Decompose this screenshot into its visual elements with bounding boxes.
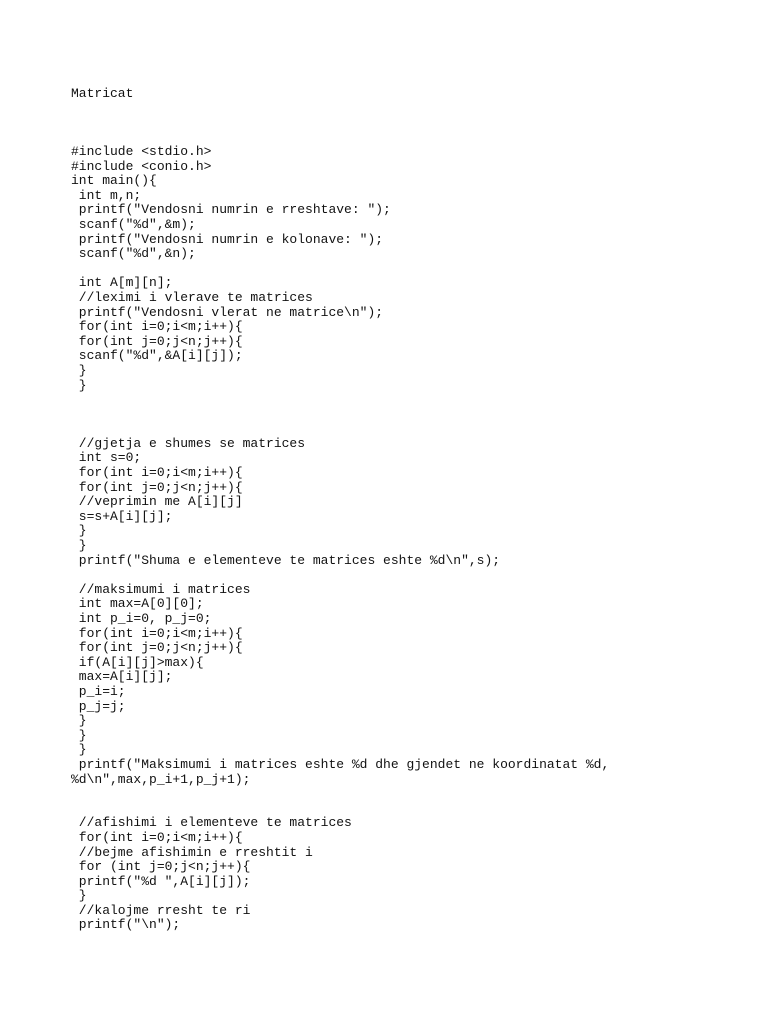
code-line: //gjetja e shumes se matrices [71,435,306,451]
code-line: for(int i=0;i<m;i++){ [71,829,243,845]
code-line: } [71,742,87,758]
code-line: //afishimi i elementeve te matrices [71,815,352,831]
code-line: } [71,523,87,539]
code-line: printf("Vendosni numrin e rreshtave: "); [71,202,391,218]
code-line: for (int j=0;j<n;j++){ [71,859,251,875]
code-line: scanf("%d",&n); [71,246,196,262]
code-line: for(int j=0;j<n;j++){ [71,333,243,349]
code-line: } [71,362,87,378]
code-line: int m,n; [71,187,142,203]
code-line: int max=A[0][0]; [71,596,204,612]
code-line: //kalojme rresht te ri [71,902,251,918]
code-line: p_j=j; [71,698,126,714]
code-line [71,422,609,437]
code-line: s=s+A[i][j]; [71,508,173,524]
code-line: for(int i=0;i<m;i++){ [71,625,243,641]
code-line: } [71,713,87,729]
code-line [71,787,609,802]
code-line: #include <conio.h> [71,158,212,174]
code-line: printf("Vendosni numrin e kolonave: "); [71,231,384,247]
code-line: printf("Maksimumi i matrices eshte %d dhe gjendet ne koordinatat %d, [71,756,610,772]
document-title: Matricat [71,86,134,101]
code-line: for(int j=0;j<n;j++){ [71,640,243,656]
code-line: for(int j=0;j<n;j++){ [71,479,243,495]
code-line: } [71,377,87,393]
code-line: p_i=i; [71,683,126,699]
code-line: #include <stdio.h> [71,144,212,159]
code-line: int A[m][n]; [71,275,173,291]
code-line [71,262,609,277]
code-line: } [71,727,87,743]
code-block [71,145,609,933]
code-line: scanf("%d",&A[i][j]); [71,348,243,364]
code-line [71,393,609,408]
code-line: max=A[i][j]; [71,669,173,685]
code-line [71,802,609,817]
code-line: } [71,888,87,904]
code-line: for(int i=0;i<m;i++){ [71,319,243,335]
code-line: //leximi i vlerave te matrices [71,289,313,305]
code-line: //bejme afishimin e rreshtit i [71,844,313,860]
code-line: //veprimin me A[i][j] [71,494,243,510]
code-line [71,568,609,583]
code-line: int p_i=0, p_j=0; [71,611,212,626]
code-line: scanf("%d",&m); [71,216,196,232]
code-line: %d\n",max,p_i+1,p_j+1); [71,771,251,787]
code-line: printf("\n"); [71,917,181,933]
code-line: int s=0; [71,450,142,466]
code-line: for(int i=0;i<m;i++){ [71,465,243,481]
code-line: //maksimumi i matrices [71,581,251,597]
code-line: } [71,538,87,554]
code-line: printf("Vendosni vlerat ne matrice\n"); [71,304,384,320]
code-line: printf("Shuma e elementeve te matrices eshte %d\n",s); [71,552,501,568]
code-line: printf("%d ",A[i][j]); [71,873,251,889]
code-line: if(A[i][j]>max){ [71,654,204,670]
code-line: int main(){ [71,173,157,189]
code-line [71,408,609,423]
